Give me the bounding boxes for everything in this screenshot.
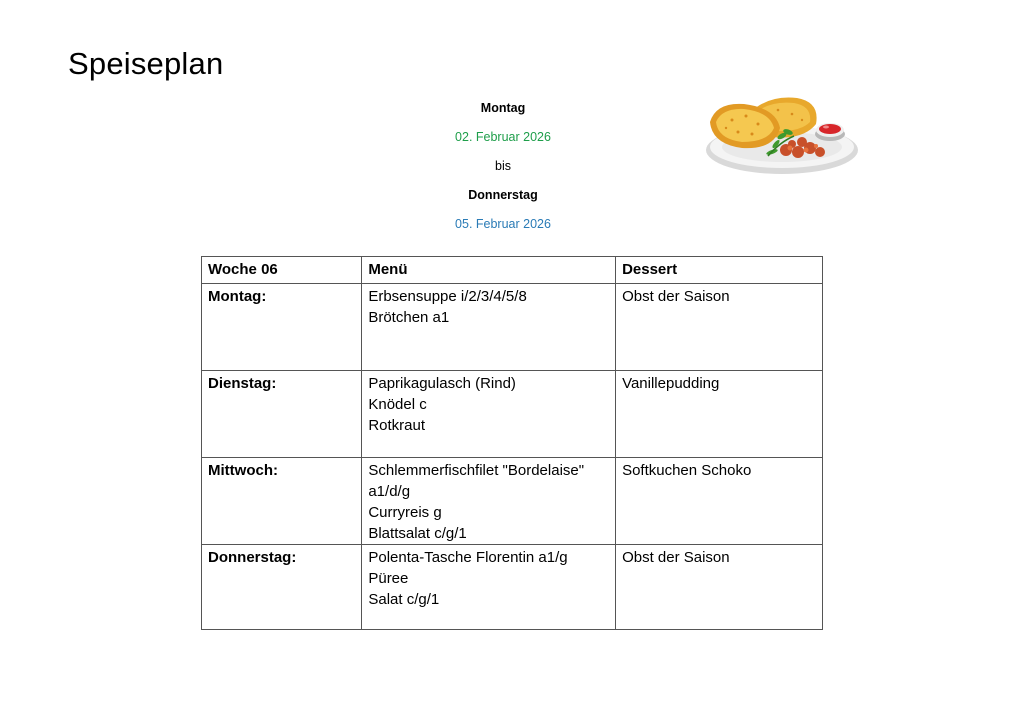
table-row <box>202 458 823 545</box>
menu-item: Blattsalat c/g/1 <box>368 525 467 542</box>
day-cell: Dienstag: <box>202 371 362 458</box>
menu-item: Knödel c <box>368 396 427 413</box>
start-date: 02. Februar 2026 <box>455 130 551 144</box>
date-separator: bis <box>495 159 511 173</box>
page-title: Speiseplan <box>68 46 224 81</box>
dessert-cell: Vanillepudding <box>616 371 823 458</box>
end-day: Donnerstag <box>468 188 538 202</box>
menu-cell <box>362 371 616 458</box>
menu-item: Rotkraut <box>368 417 426 434</box>
day-cell: Mittwoch: <box>202 458 362 545</box>
table-row <box>202 371 823 458</box>
menu-item: Paprikagulasch (Rind) <box>368 375 516 392</box>
menu-item: Erbsensuppe i/2/3/4/5/8 <box>368 288 527 305</box>
header-week: Woche 06 <box>202 257 362 284</box>
table-header-row <box>202 257 823 284</box>
day-cell: Montag: <box>202 284 362 371</box>
food-plate-image <box>702 92 862 182</box>
table-row <box>202 284 823 371</box>
menu-item: a1/d/g <box>368 483 411 500</box>
menu-item: Brötchen a1 <box>368 309 450 326</box>
start-day: Montag <box>480 101 526 115</box>
menu-cell <box>362 458 616 545</box>
end-date: 05. Februar 2026 <box>455 217 551 231</box>
menu-item: Püree <box>368 570 409 587</box>
menu-item: Polenta-Tasche Florentin a1/g <box>368 549 568 566</box>
dessert-cell: Softkuchen Schoko <box>616 458 823 545</box>
menu-cell <box>362 284 616 371</box>
header-dessert: Dessert <box>616 257 823 284</box>
header-menu: Menü <box>362 257 616 284</box>
menu-item: Salat c/g/1 <box>368 591 440 608</box>
menu-item: Curryreis g <box>368 504 442 521</box>
menu-cell <box>362 545 616 630</box>
menu-table <box>201 256 823 630</box>
menu-item: Schlemmerfischfilet "Bordelaise" <box>368 462 585 479</box>
dessert-cell: Obst der Saison <box>616 545 823 630</box>
day-cell: Donnerstag: <box>202 545 362 630</box>
table-row <box>202 545 823 630</box>
dessert-cell: Obst der Saison <box>616 284 823 371</box>
